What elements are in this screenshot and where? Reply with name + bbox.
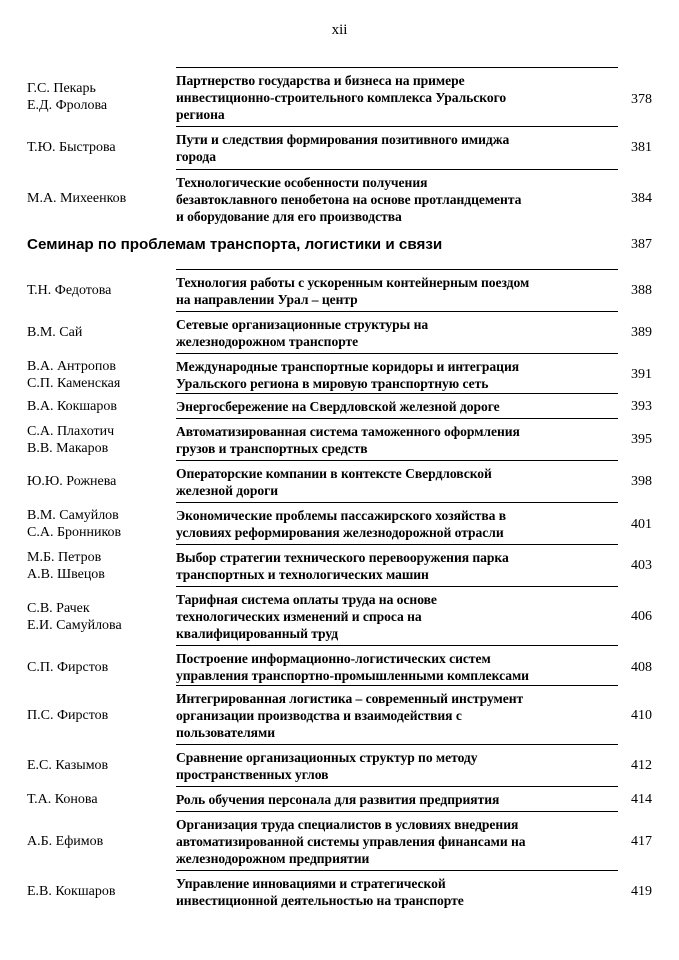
entry-page-number: 401 [631,517,652,532]
separator-rule [176,269,618,270]
entry-page-number: 419 [631,884,652,899]
entry-title [176,549,616,583]
entry-page-number: 398 [631,474,652,489]
separator-rule [176,645,618,646]
separator-rule [176,460,618,461]
entry-page-number: 395 [631,432,652,447]
entry-page-number: 412 [631,758,652,773]
author-name: С.В. Рачек [27,601,90,616]
entry-title [176,690,616,741]
entry-authors [27,707,177,724]
entry-page-number: 381 [631,140,652,155]
title-line: Энергосбережение на Свердловской железной дороге [176,399,500,414]
author-name: В.В. Макаров [27,441,109,456]
entry-authors [27,549,177,583]
title-line: Партнерство государства и бизнеса на примере [176,73,465,88]
separator-rule [176,67,618,68]
entry-page-number: 417 [631,834,652,849]
author-name: Е.И. Самуйлова [27,618,122,633]
entry-title [176,174,616,225]
entry-authors [27,600,177,634]
page-number: xii [331,22,348,38]
entry-page-number: 389 [631,325,652,340]
entry-title [176,465,616,499]
title-line: Операторские компании в контексте Свердловской [176,466,492,481]
entry-page-number: 388 [631,283,652,298]
title-line: Пути и следствия формирования позитивного имиджа [176,132,510,147]
title-line: квалифицированный труд [176,626,339,641]
author-name: С.А. Плахотич [27,424,115,439]
title-line: и оборудование для его производства [176,209,402,224]
separator-rule [176,126,618,127]
entry-authors [27,883,177,900]
title-line: Технологические особенности получения [176,175,428,190]
separator-rule [176,353,618,354]
title-line: технологических изменений и спроса на [176,609,422,624]
entry-authors [27,324,177,341]
entry-authors [27,358,177,392]
title-line: Уральского региона в мировую транспортную сеть [176,376,489,391]
title-line: безавтоклавного пенобетона на основе протландцемента [176,192,522,207]
author-name: С.П. Фирстов [27,660,109,675]
title-line: железнодорожном транспорте [176,334,359,349]
entry-authors [27,398,177,415]
title-line: Международные транспортные коридоры и интеграция [176,359,520,374]
author-name: В.М. Самуйлов [27,508,119,523]
entry-title [176,398,616,415]
author-name: Е.В. Кокшаров [27,884,116,899]
entry-authors [27,833,177,850]
entry-authors [27,80,177,114]
title-line: Автоматизированная система таможенного оформления [176,424,520,439]
entry-page-number: 414 [631,792,652,807]
entry-title [176,507,616,541]
author-name: С.А. Бронников [27,525,122,540]
author-name: Г.С. Пекарь [27,81,96,96]
title-line: инвестиционной деятельностью на транспорте [176,893,464,908]
author-name: Т.Н. Федотова [27,283,112,298]
entry-page-number: 393 [631,399,652,414]
title-line: Сравнение организационных структур по методу [176,750,478,765]
title-line: Построение информационно-логистических систем [176,651,491,666]
title-line: города [176,149,216,164]
separator-rule [176,169,618,170]
entry-page-number: 406 [631,609,652,624]
entry-authors [27,507,177,541]
entry-authors [27,791,177,808]
entry-authors [27,139,177,156]
separator-rule [176,502,618,503]
separator-rule [176,586,618,587]
title-line: управления транспортно-промышленными комплексами [176,668,529,683]
author-name: Е.Д. Фролова [27,98,108,113]
separator-rule [176,744,618,745]
entry-authors [27,473,177,490]
entry-title [176,131,616,165]
title-line: организации производства и взаимодействия с [176,708,462,723]
title-line: условиях реформирования железнодорожной отрасли [176,525,504,540]
title-line: на направлении Урал – центр [176,292,358,307]
entry-title [176,274,616,308]
title-line: автоматизированной системы управления финансами на [176,834,526,849]
author-name: П.С. Фирстов [27,708,109,723]
title-line: Технология работы с ускоренным контейнерным поездом [176,275,530,290]
author-name: М.А. Михеенков [27,191,127,206]
title-line: Интегрированная логистика – современный инструмент [176,691,524,706]
entry-page-number: 408 [631,660,652,675]
entry-authors [27,659,177,676]
entry-title [176,316,616,350]
entry-title [176,72,616,123]
author-name: Ю.Ю. Рожнева [27,474,117,489]
entry-title [176,423,616,457]
author-name: А.В. Швецов [27,567,105,582]
author-name: С.П. Каменская [27,376,121,391]
entry-title [176,358,616,392]
separator-rule [176,393,618,394]
entry-authors [27,190,177,207]
entry-page-number: 378 [631,92,652,107]
entry-title [176,816,616,867]
entry-title [176,791,616,808]
separator-rule [176,786,618,787]
title-line: Сетевые организационные структуры на [176,317,429,332]
separator-rule [176,870,618,871]
entry-authors [27,423,177,457]
author-name: А.Б. Ефимов [27,834,104,849]
author-name: Е.С. Казымов [27,758,109,773]
entry-authors [27,282,177,299]
title-line: Организация труда специалистов в условиях внедрения [176,817,519,832]
separator-rule [176,811,618,812]
title-line: Тарифная система оплаты труда на основе [176,592,437,607]
title-line: железнодорожном предприятии [176,851,370,866]
separator-rule [176,418,618,419]
title-line: Выбор стратегии технического перевооружения парка [176,550,509,565]
title-line: транспортных и технологических машин [176,567,429,582]
title-line: пользователями [176,725,275,740]
author-name: Т.А. Конова [27,792,98,807]
entry-page-number: 391 [631,367,652,382]
section-page-number: 387 [631,237,652,252]
entry-title [176,591,616,642]
title-line: инвестиционно-строительного комплекса Уральского [176,90,507,105]
title-line: железной дороги [176,483,278,498]
title-line: Экономические проблемы пассажирского хозяйства в [176,508,507,523]
title-line: пространственных углов [176,767,329,782]
entry-page-number: 410 [631,708,652,723]
entry-title [176,749,616,783]
title-line: Управление инновациями и стратегической [176,876,446,891]
entry-title [176,875,616,909]
section-heading: Семинар по проблемам транспорта, логистики и связи [27,236,443,253]
author-name: В.А. Антропов [27,359,116,374]
separator-rule [176,311,618,312]
entry-authors [27,757,177,774]
separator-rule [176,685,618,686]
author-name: В.А. Кокшаров [27,399,117,414]
entry-page-number: 403 [631,558,652,573]
title-line: региона [176,107,225,122]
title-line: Роль обучения персонала для развития предприятия [176,792,500,807]
author-name: В.М. Сай [27,325,83,340]
entry-title [176,650,616,684]
entry-page-number: 384 [631,191,652,206]
author-name: Т.Ю. Быстрова [27,140,116,155]
separator-rule [176,544,618,545]
title-line: грузов и транспортных средств [176,441,368,456]
author-name: М.Б. Петров [27,550,102,565]
